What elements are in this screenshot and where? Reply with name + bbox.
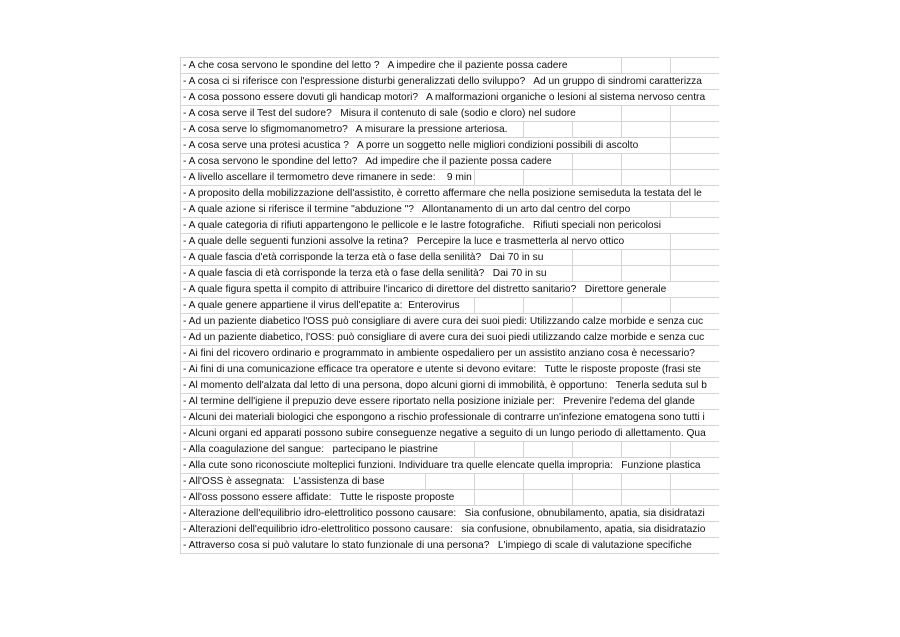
spreadsheet-area: [180, 57, 719, 564]
table-row: [181, 522, 720, 538]
empty-cell[interactable]: [622, 122, 671, 138]
table-row: [181, 474, 720, 490]
table-row: [181, 426, 720, 442]
text-cell[interactable]: [181, 346, 720, 362]
table-row: [181, 266, 720, 282]
text-cell[interactable]: [181, 138, 671, 154]
empty-cell[interactable]: [475, 442, 524, 458]
table-row: [181, 122, 720, 138]
text-cell[interactable]: [181, 154, 573, 170]
table-row: [181, 74, 720, 90]
empty-cell[interactable]: [475, 170, 524, 186]
table-row: [181, 442, 720, 458]
cell-text: - Ad un paziente diabetico l'OSS può consigliare di avere cura dei suoi piedi: Utilizzando calze morbide e senza cuc: [183, 316, 704, 327]
cell-text: - Alla coagulazione del sangue: partecipano le piastrine: [183, 444, 438, 455]
text-cell[interactable]: [181, 362, 720, 378]
text-cell[interactable]: [181, 58, 622, 74]
cell-text: - A quale categoria di rifiuti appartengono le pellicole e le lastre fotografiche. Rifiuti speciali non pericolosi: [183, 220, 661, 231]
text-cell[interactable]: [181, 474, 426, 490]
text-cell[interactable]: [181, 394, 720, 410]
empty-cell[interactable]: [524, 474, 573, 490]
empty-cell[interactable]: [475, 474, 524, 490]
empty-cell[interactable]: [524, 170, 573, 186]
text-cell[interactable]: [181, 506, 720, 522]
empty-cell[interactable]: [671, 490, 719, 506]
table-row: [181, 250, 720, 266]
empty-cell[interactable]: [524, 298, 573, 314]
empty-cell[interactable]: [573, 266, 622, 282]
text-cell[interactable]: [181, 250, 573, 266]
text-cell[interactable]: [181, 298, 475, 314]
text-cell[interactable]: [181, 186, 720, 202]
table-row: [181, 298, 720, 314]
cell-text: - Attraverso cosa si può valutare lo stato funzionale di una persona? L'impiego di scale di valutazione specifiche: [183, 540, 692, 551]
cell-text: - A quale figura spetta il compito di attribuire l'incarico di direttore del distretto sanitario? Direttore generale: [183, 284, 667, 295]
table-row: [181, 106, 720, 122]
table-row: [181, 58, 720, 74]
empty-cell[interactable]: [671, 122, 719, 138]
cell-text: - A cosa servono le spondine del letto? Ad impedire che il paziente possa cadere: [183, 156, 552, 167]
table-row: [181, 458, 720, 474]
empty-cell[interactable]: [573, 170, 622, 186]
text-cell[interactable]: [181, 170, 475, 186]
text-cell[interactable]: [181, 458, 720, 474]
cell-text: - Alterazioni dell'equilibrio idro-elettrolitico possono causare: sia confusione, obnubilamento, apatia, sia disidratazio: [183, 524, 706, 535]
cell-text: - A cosa possono essere dovuti gli handicap motori? A malformazioni organiche o lesioni al sistema nervoso centra: [183, 92, 706, 103]
empty-cell[interactable]: [671, 138, 719, 154]
empty-cell[interactable]: [524, 442, 573, 458]
empty-cell[interactable]: [573, 250, 622, 266]
empty-cell[interactable]: [671, 106, 719, 122]
text-cell[interactable]: [181, 282, 720, 298]
empty-cell[interactable]: [573, 442, 622, 458]
empty-cell[interactable]: [671, 266, 719, 282]
cell-text: - A che cosa servono le spondine del letto ? A impedire che il paziente possa cadere: [183, 60, 568, 71]
empty-cell[interactable]: [671, 154, 719, 170]
cell-text: - All'oss possono essere affidate: Tutte le risposte proposte: [183, 492, 455, 503]
text-cell[interactable]: [181, 314, 720, 330]
cell-text: - Ai fini del ricovero ordinario e programmato in ambiente ospedaliero per un assistito anziano cosa è necessario?: [183, 348, 695, 359]
cell-text: - Alcuni organi ed apparati possono subire conseguenze negative a seguito di un lungo periodo di allettamento. Qua: [183, 428, 706, 439]
text-cell[interactable]: [181, 410, 720, 426]
empty-cell[interactable]: [573, 490, 622, 506]
text-cell[interactable]: [181, 218, 720, 234]
text-cell[interactable]: [181, 74, 720, 90]
table-row: [181, 346, 720, 362]
table-row: [181, 186, 720, 202]
empty-cell[interactable]: [622, 170, 671, 186]
table-row: [181, 314, 720, 330]
cell-text: - Ad un paziente diabetico, l'OSS: può consigliare di avere cura dei suoi piedi utilizzando calze morbide e senza cuc: [183, 332, 705, 343]
cell-text: - Al termine dell'igiene il prepuzio deve essere riportato nella posizione iniziale per: Prevenire l'edema del glande: [183, 396, 695, 407]
text-cell[interactable]: [181, 490, 475, 506]
empty-cell[interactable]: [573, 154, 622, 170]
table-row: [181, 378, 720, 394]
text-cell[interactable]: [181, 378, 720, 394]
text-cell[interactable]: [181, 538, 720, 554]
empty-cell[interactable]: [475, 298, 524, 314]
text-cell[interactable]: [181, 426, 720, 442]
empty-cell[interactable]: [671, 202, 719, 218]
text-cell[interactable]: [181, 234, 671, 250]
table-row: [181, 410, 720, 426]
empty-cell[interactable]: [671, 234, 719, 250]
text-cell[interactable]: [181, 122, 524, 138]
cell-text: - A proposito della mobilizzazione dell'assistito, è corretto affermare che nella posizione semiseduta la testata del le: [183, 188, 702, 199]
table-row: [181, 490, 720, 506]
empty-cell[interactable]: [573, 298, 622, 314]
cell-text: - Alterazione dell'equilibrio idro-elettrolitico possono causare: Sia confusione, obnubilamento, apatia, sia disidratazi: [183, 508, 705, 519]
empty-cell[interactable]: [622, 58, 671, 74]
table-row: [181, 234, 720, 250]
text-cell[interactable]: [181, 90, 720, 106]
table-row: [181, 282, 720, 298]
grid-body: [181, 58, 720, 554]
table-row: [181, 138, 720, 154]
text-cell[interactable]: [181, 522, 720, 538]
empty-cell[interactable]: [524, 490, 573, 506]
empty-cell[interactable]: [671, 170, 719, 186]
cell-text: - A quale fascia d'età corrisponde la terza età o fase della senilità? Dai 70 in su: [183, 252, 544, 263]
cell-text: - A quale delle seguenti funzioni assolve la retina? Percepire la luce e trasmetterla al nervo ottico: [183, 236, 625, 247]
empty-cell[interactable]: [426, 474, 475, 490]
text-cell[interactable]: [181, 106, 622, 122]
table-row: [181, 154, 720, 170]
spreadsheet-grid: [180, 57, 719, 554]
empty-cell[interactable]: [671, 250, 719, 266]
table-row: [181, 330, 720, 346]
empty-cell[interactable]: [622, 266, 671, 282]
text-cell[interactable]: [181, 330, 720, 346]
cell-text: - A cosa serve lo sfigmomanometro? A misurare la pressione arteriosa.: [183, 124, 508, 135]
table-row: [181, 202, 720, 218]
empty-cell[interactable]: [475, 490, 524, 506]
cell-text: - A quale azione si riferisce il termine "abduzione "? Allontanamento di un arto dal centro del corpo: [183, 204, 631, 215]
empty-cell[interactable]: [671, 298, 719, 314]
cell-text: - A livello ascellare il termometro deve rimanere in sede: 9 min: [183, 172, 472, 183]
empty-cell[interactable]: [671, 58, 719, 74]
empty-cell[interactable]: [622, 474, 671, 490]
empty-cell[interactable]: [573, 122, 622, 138]
table-row: [181, 362, 720, 378]
cell-text: - A quale genere appartiene il virus dell'epatite a: Enterovirus: [183, 300, 460, 311]
cell-text: - A cosa ci si riferisce con l'espressione disturbi generalizzati dello sviluppo? Ad un gruppo di sindromi caratterizza: [183, 76, 702, 87]
empty-cell[interactable]: [671, 442, 719, 458]
table-row: [181, 506, 720, 522]
empty-cell[interactable]: [622, 154, 671, 170]
text-cell[interactable]: [181, 442, 475, 458]
table-row: [181, 170, 720, 186]
table-row: [181, 538, 720, 554]
cell-text: - Ai fini di una comunicazione efficace tra operatore e utente si devono evitare: Tutte le risposte proposte (frasi ste: [183, 364, 701, 375]
empty-cell[interactable]: [622, 490, 671, 506]
table-row: [181, 218, 720, 234]
cell-text: - A cosa serve una protesi acustica ? A porre un soggetto nelle migliori condizioni possibili di ascolto: [183, 140, 639, 151]
cell-text: - A cosa serve il Test del sudore? Misura il contenuto di sale (sodio e cloro) nel sudore: [183, 108, 576, 119]
empty-cell[interactable]: [622, 250, 671, 266]
empty-cell[interactable]: [622, 298, 671, 314]
empty-cell[interactable]: [573, 474, 622, 490]
empty-cell[interactable]: [524, 122, 573, 138]
cell-text: - Alla cute sono riconosciute molteplici funzioni. Individuare tra quelle elencate quella impropria: Funzione plastica: [183, 460, 701, 471]
empty-cell[interactable]: [622, 106, 671, 122]
empty-cell[interactable]: [622, 442, 671, 458]
text-cell[interactable]: [181, 202, 671, 218]
table-row: [181, 90, 720, 106]
text-cell[interactable]: [181, 266, 573, 282]
cell-text: - All'OSS è assegnata: L'assistenza di base: [183, 476, 385, 487]
table-row: [181, 394, 720, 410]
cell-text: - A quale fascia di età corrisponde la terza età o fase della senilità? Dai 70 in su: [183, 268, 547, 279]
empty-cell[interactable]: [671, 474, 719, 490]
cell-text: - Al momento dell'alzata dal letto di una persona, dopo alcuni giorni di immobilità, è opportuno: Tenerla seduta sul b: [183, 380, 707, 391]
cell-text: - Alcuni dei materiali biologici che espongono a rischio professionale di contrarre un'infezione ematogena sono tutti i: [183, 412, 705, 423]
